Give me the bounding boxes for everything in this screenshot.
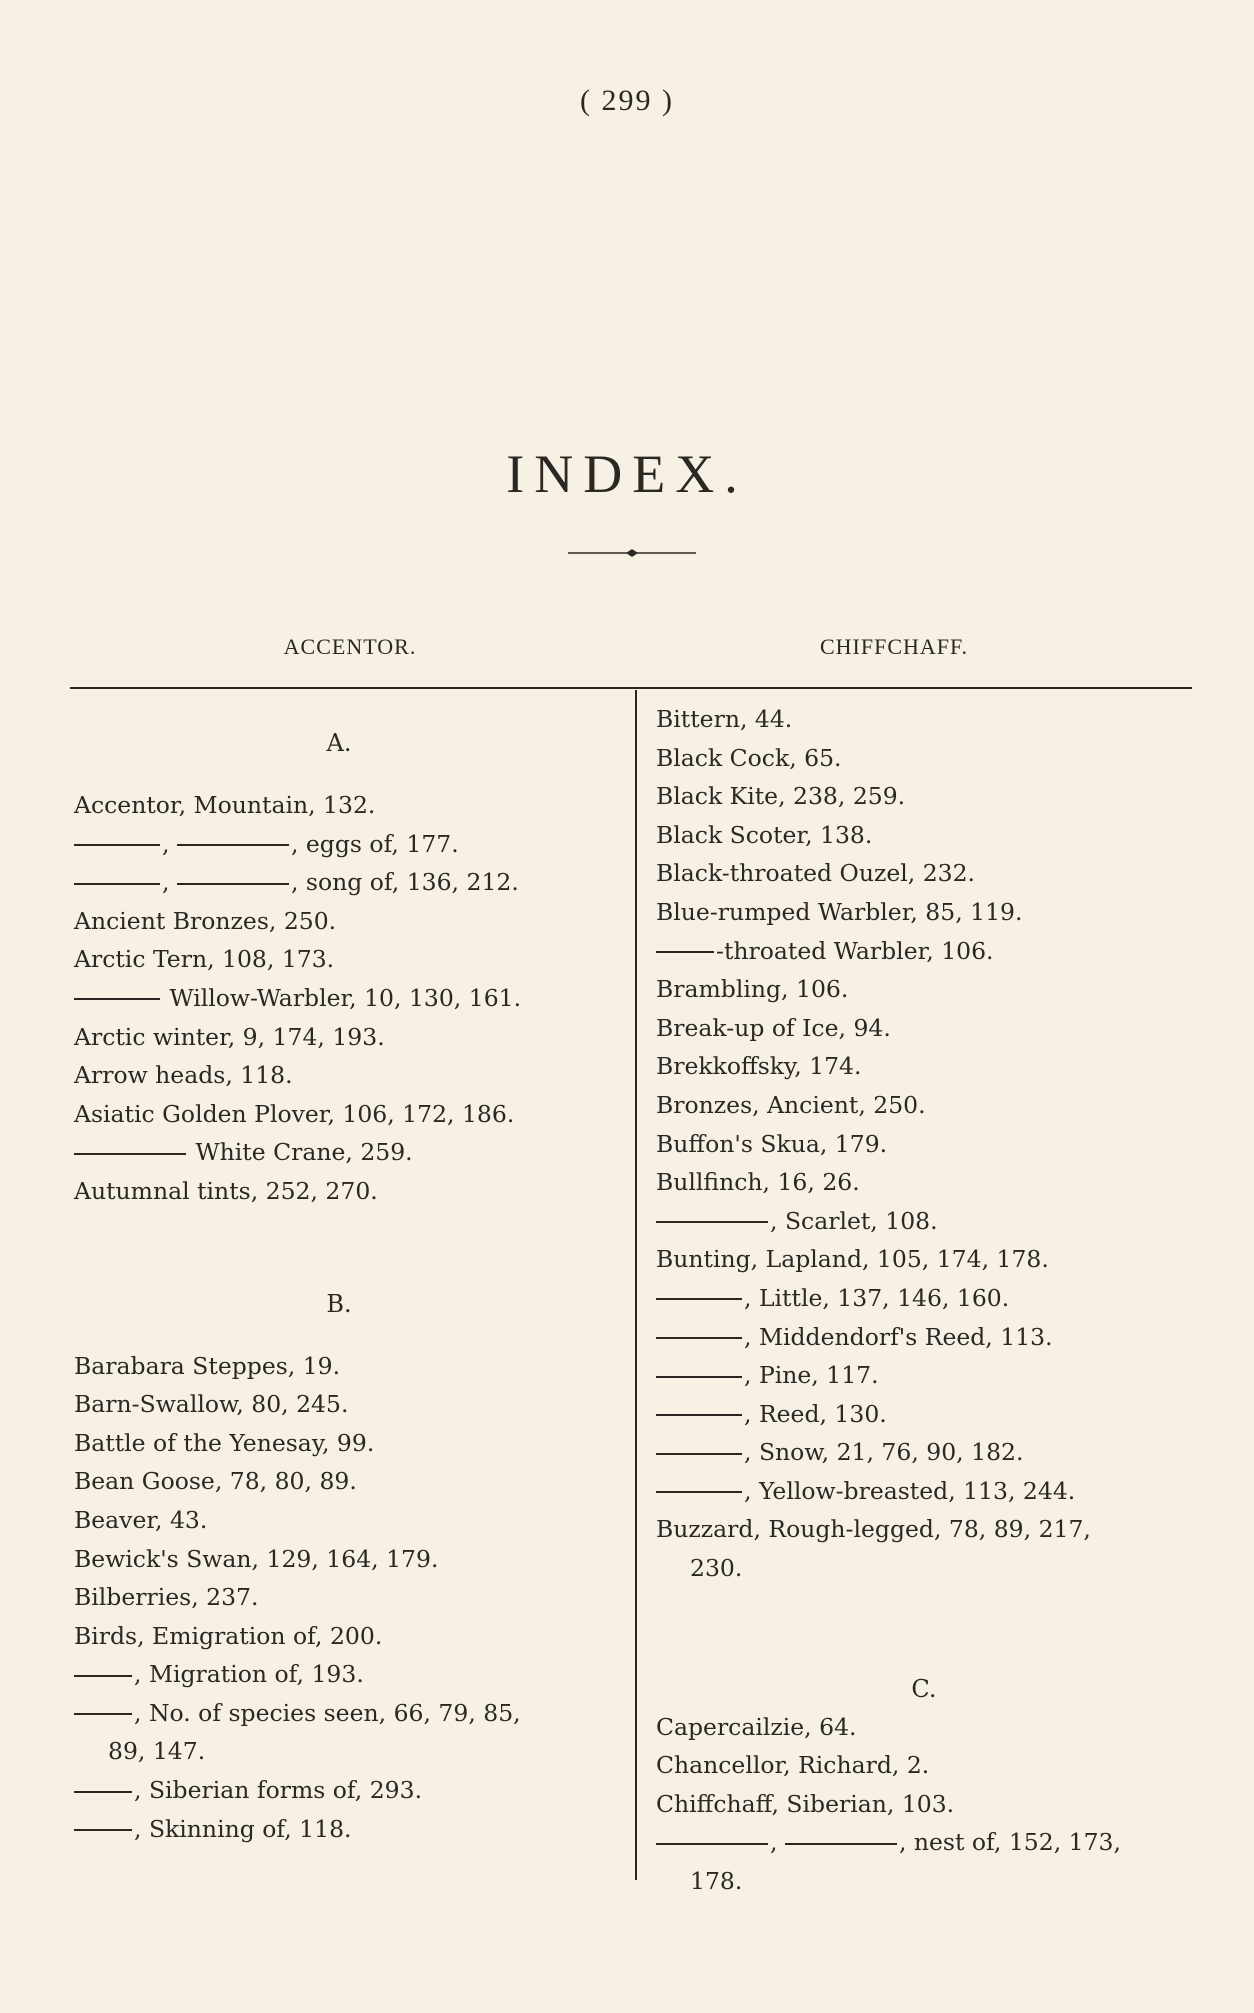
index-entry: , Pine, 117. (656, 1356, 1192, 1395)
index-entry-continuation: 178. (690, 1867, 743, 1896)
index-entry: Bewick's Swan, 129, 164, 179. (74, 1544, 439, 1573)
index-entry: Bilberries, 237. (74, 1583, 259, 1612)
index-entry: Blue-rumped Warbler, 85, 119. (656, 897, 1023, 926)
index-entry: , Yellow-breasted, 113, 244. (656, 1472, 1192, 1511)
section-letter-c: C. (911, 1674, 937, 1703)
index-entry: Break-up of Ice, 94. (656, 1013, 891, 1042)
header-rule (70, 687, 1192, 689)
index-entry: Autumnal tints, 252, 270. (74, 1176, 378, 1205)
index-entry: -throated Warbler, 106. (656, 932, 1192, 971)
index-entry: , , nest of, 152, 173, (656, 1823, 1192, 1862)
ditto-dash (74, 844, 160, 846)
title-ornament (568, 548, 696, 558)
index-entry: Brekkoffsky, 174. (656, 1052, 862, 1081)
ditto-dash (656, 1298, 742, 1300)
ditto-dash (74, 1713, 132, 1715)
ditto-dash (656, 1337, 742, 1339)
index-entry: Buzzard, Rough-legged, 78, 89, 217, (656, 1515, 1091, 1544)
index-entry: Black Cock, 65. (656, 743, 842, 772)
ditto-dash (74, 1791, 132, 1793)
index-entry: Arctic winter, 9, 174, 193. (74, 1022, 385, 1051)
index-entry: Birds, Emigration of, 200. (74, 1621, 383, 1650)
ditto-dash (74, 1675, 132, 1677)
index-entry: , No. of species seen, 66, 79, 85, (74, 1694, 604, 1733)
section-letter-b: B. (326, 1289, 352, 1318)
ditto-dash (656, 1453, 742, 1455)
index-entry: Willow-Warbler, 10, 130, 161. (74, 979, 604, 1018)
left-column (74, 700, 604, 1848)
index-entry: , , eggs of, 177. (74, 825, 604, 864)
index-entry: Bronzes, Ancient, 250. (656, 1090, 926, 1119)
ditto-dash (74, 1829, 132, 1831)
index-entry: Capercailzie, 64. (656, 1712, 857, 1741)
page-number: ( 299 ) (580, 84, 674, 117)
index-entry: , Little, 137, 146, 160. (656, 1279, 1192, 1318)
ditto-dash (74, 998, 160, 1000)
index-entry: , , song of, 136, 212. (74, 863, 604, 902)
ditto-dash (656, 1414, 742, 1416)
index-entry: Black Kite, 238, 259. (656, 782, 906, 811)
index-entry: Bittern, 44. (656, 705, 793, 733)
index-entry: , Snow, 21, 76, 90, 182. (656, 1433, 1192, 1472)
index-entry: Bullfinch, 16, 26. (656, 1168, 860, 1197)
index-entry: Buffon's Skua, 179. (656, 1129, 888, 1158)
ditto-dash (656, 951, 714, 953)
index-entry: Arctic Tern, 108, 173. (74, 945, 335, 974)
index-entry: Black-throated Ouzel, 232. (656, 859, 976, 888)
ditto-dash (656, 1376, 742, 1378)
index-entry: , Migration of, 193. (74, 1655, 604, 1694)
index-entry: Brambling, 106. (656, 975, 849, 1004)
column-divider (635, 690, 637, 1880)
index-entry: Chiffchaff, Siberian, 103. (656, 1789, 955, 1818)
index-entry: Bean Goose, 78, 80, 89. (74, 1467, 357, 1496)
index-entry: Bunting, Lapland, 105, 174, 178. (656, 1245, 1049, 1274)
index-entry: Barabara Steppes, 19. (74, 1351, 341, 1380)
index-entry: Chancellor, Richard, 2. (656, 1751, 930, 1780)
index-entry: , Scarlet, 108. (656, 1202, 1192, 1241)
index-entry: Battle of the Yenesay, 99. (74, 1428, 375, 1457)
section-letter-a: A. (326, 729, 352, 757)
index-entry: Asiatic Golden Plover, 106, 172, 186. (74, 1099, 515, 1128)
index-title: INDEX. (506, 444, 748, 504)
ditto-dash (74, 1153, 186, 1155)
ditto-dash (785, 1843, 897, 1845)
index-entry: Arrow heads, 118. (74, 1061, 293, 1090)
index-entry: Accentor, Mountain, 132. (74, 791, 376, 819)
index-entry: , Skinning of, 118. (74, 1810, 604, 1849)
running-head-right: CHIFFCHAFF. (819, 634, 969, 659)
ditto-dash (177, 883, 289, 885)
index-entry: , Reed, 130. (656, 1395, 1192, 1434)
index-entry: White Crane, 259. (74, 1133, 604, 1172)
running-head-left: ACCENTOR. (283, 634, 417, 659)
index-entry: Barn-Swallow, 80, 245. (74, 1390, 349, 1419)
index-entry: Ancient Bronzes, 250. (74, 906, 337, 935)
ditto-dash (74, 883, 160, 885)
ditto-dash (656, 1221, 768, 1223)
index-entry: Beaver, 43. (74, 1505, 208, 1534)
index-entry-continuation: 230. (690, 1554, 743, 1583)
ditto-dash (656, 1491, 742, 1493)
ditto-dash (656, 1843, 768, 1845)
index-entry: , Middendorf's Reed, 113. (656, 1318, 1192, 1357)
index-entry-continuation: 89, 147. (108, 1737, 206, 1766)
index-entry: , Siberian forms of, 293. (74, 1771, 604, 1810)
ditto-dash (177, 844, 289, 846)
index-entry: Black Scoter, 138. (656, 820, 873, 849)
right-column (656, 700, 1192, 1901)
